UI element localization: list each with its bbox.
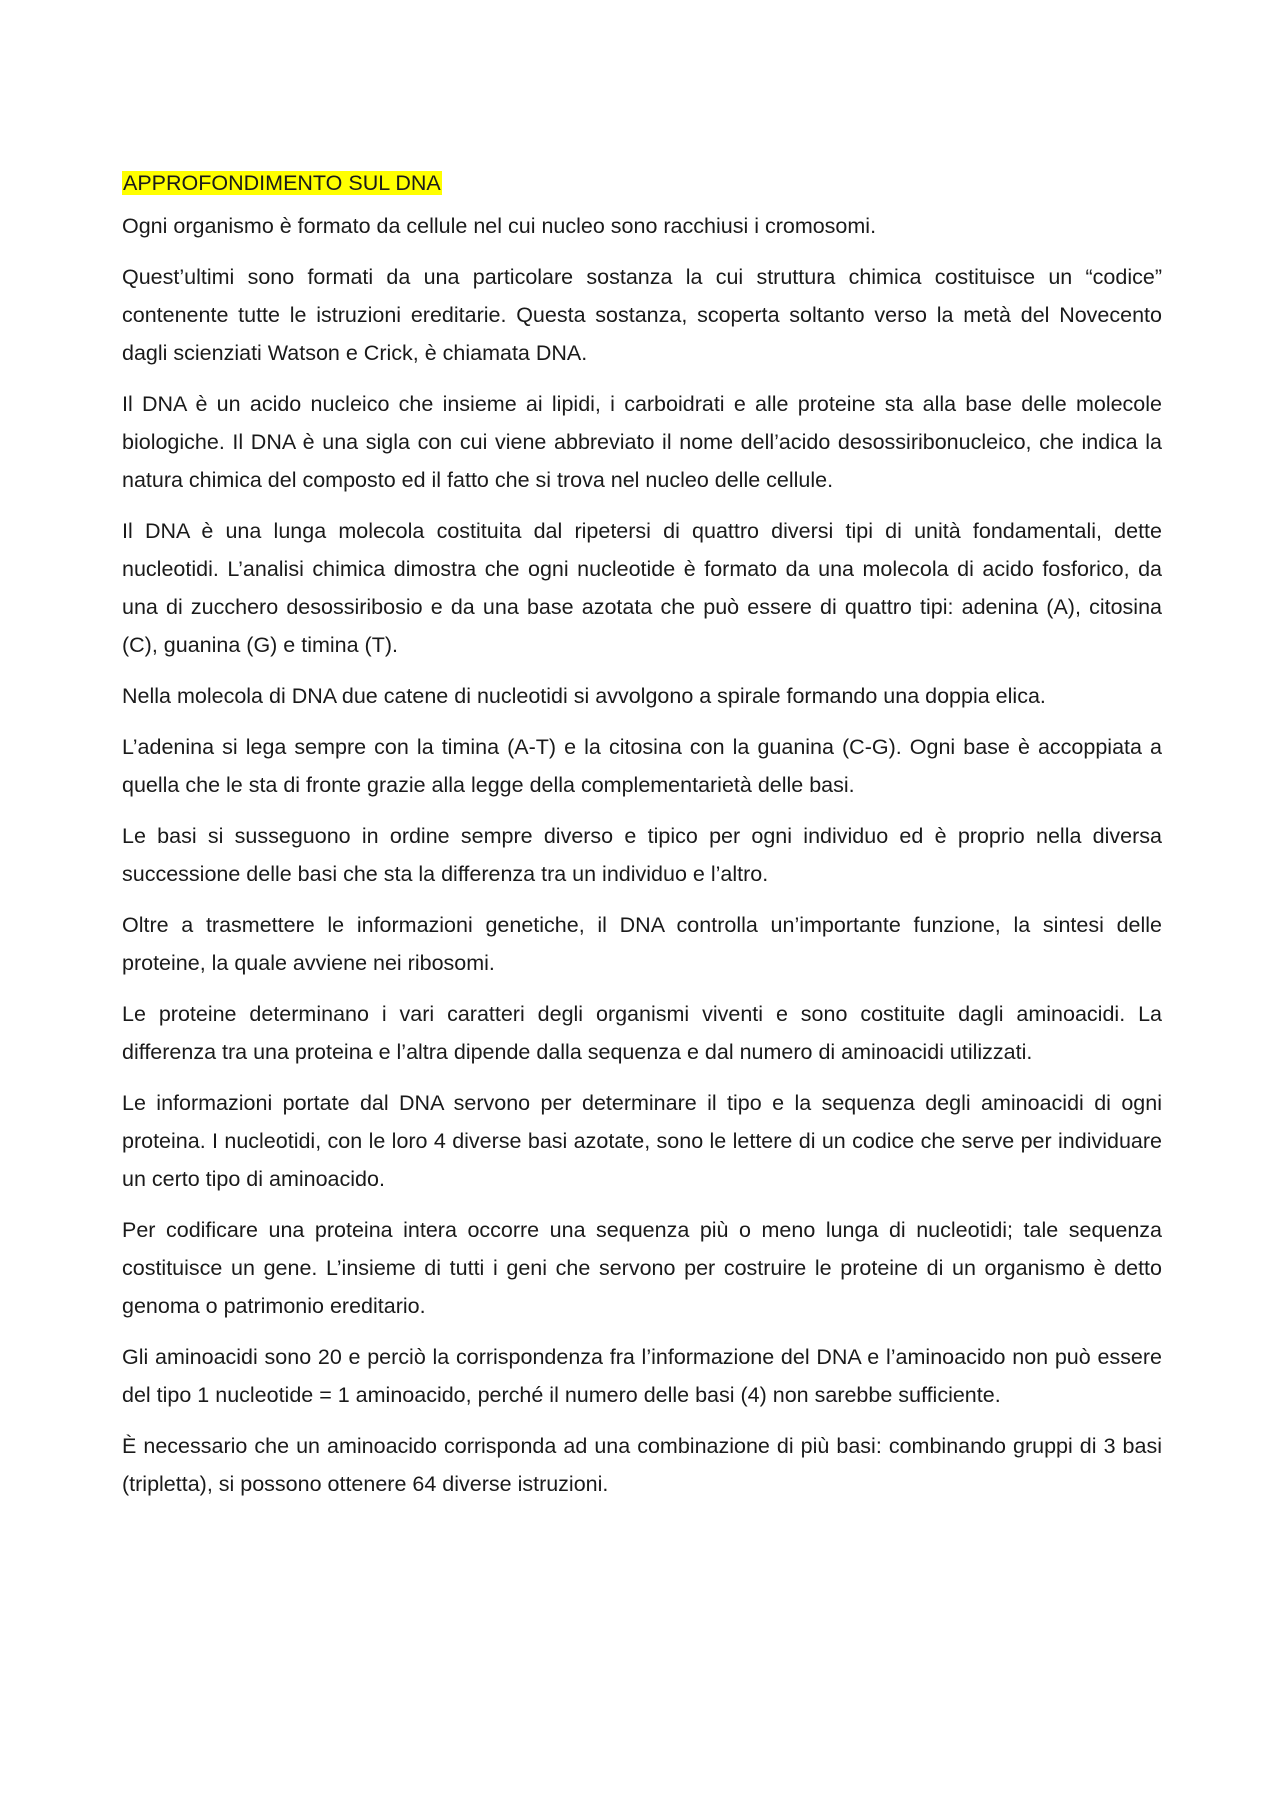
paragraph-8: Oltre a trasmettere le informazioni genetiche, il DNA controlla un’importante funzione, la sintesi delle proteine, la quale avviene nei ribosomi. [122,913,1162,975]
paragraph-13: È necessario che un aminoacido corrisponda ad una combinazione di più basi: combinando gruppi di 3 basi (tripletta), si possono ottenere 64 diverse istruzioni. [122,1434,1162,1496]
paragraph-9: Le proteine determinano i vari caratteri degli organismi viventi e sono costituite dagli aminoacidi. La differenza tra una proteina e l’altra dipende dalla sequenza e dal numero di aminoacidi utilizzati. [122,1002,1162,1064]
document-title [122,168,1162,198]
paragraph-11: Per codificare una proteina intera occorre una sequenza più o meno lunga di nucleotidi; tale sequenza costituisce un gene. L’insieme di tutti i geni che servono per costruire le proteine di un organismo è detto genoma o patrimonio ereditario. [122,1218,1162,1318]
paragraph-10: Le informazioni portate dal DNA servono per determinare il tipo e la sequenza degli aminoacidi di ogni proteina. I nucleotidi, con le loro 4 diverse basi azotate, sono le lettere di un codice che serve per individuare un certo tipo di aminoacido. [122,1091,1162,1191]
document-body [122,168,1162,1516]
paragraph-12: Gli aminoacidi sono 20 e perciò la corrispondenza fra l’informazione del DNA e l’aminoacido non può essere del tipo 1 nucleotide = 1 aminoacido, perché il numero delle basi (4) non sarebbe sufficiente. [122,1345,1162,1407]
paragraph-7: Le basi si susseguono in ordine sempre diverso e tipico per ogni individuo ed è proprio nella diversa successione delle basi che sta la differenza tra un individuo e l’altro. [122,824,1162,886]
paragraph-3: Il DNA è un acido nucleico che insieme ai lipidi, i carboidrati e alle proteine sta alla base delle molecole biologiche. Il DNA è una sigla con cui viene abbreviato il nome dell’acido desossiribonucleico, che indica la natura chimica del composto ed il fatto che si trova nel nucleo delle cellule. [122,392,1162,492]
paragraph-2: Quest’ultimi sono formati da una particolare sostanza la cui struttura chimica costituisce un “codice” contenente tutte le istruzioni ereditarie. Questa sostanza, scoperta soltanto verso la metà del Novecento dagli scienziati Watson e Crick, è chiamata DNA. [122,265,1162,365]
title-highlight: APPROFONDIMENTO SUL DNA [123,171,441,195]
paragraph-5: Nella molecola di DNA due catene di nucleotidi si avvolgono a spirale formando una doppia elica. [122,684,1046,708]
paragraph-6: L’adenina si lega sempre con la timina (A-T) e la citosina con la guanina (C-G). Ogni base è accoppiata a quella che le sta di fronte grazie alla legge della complementarietà delle basi. [122,735,1162,797]
paragraph-1: Ogni organismo è formato da cellule nel cui nucleo sono racchiusi i cromosomi. [122,214,877,238]
paragraph-4: Il DNA è una lunga molecola costituita dal ripetersi di quattro diversi tipi di unità fondamentali, dette nucleotidi. L’analisi chimica dimostra che ogni nucleotide è formato da una molecola di acido fosforico, da una di zucchero desossiribosio e da una base azotata che può essere di quattro tipi: adenina (A), citosina (C), guanina (G) e timina (T). [122,519,1162,657]
